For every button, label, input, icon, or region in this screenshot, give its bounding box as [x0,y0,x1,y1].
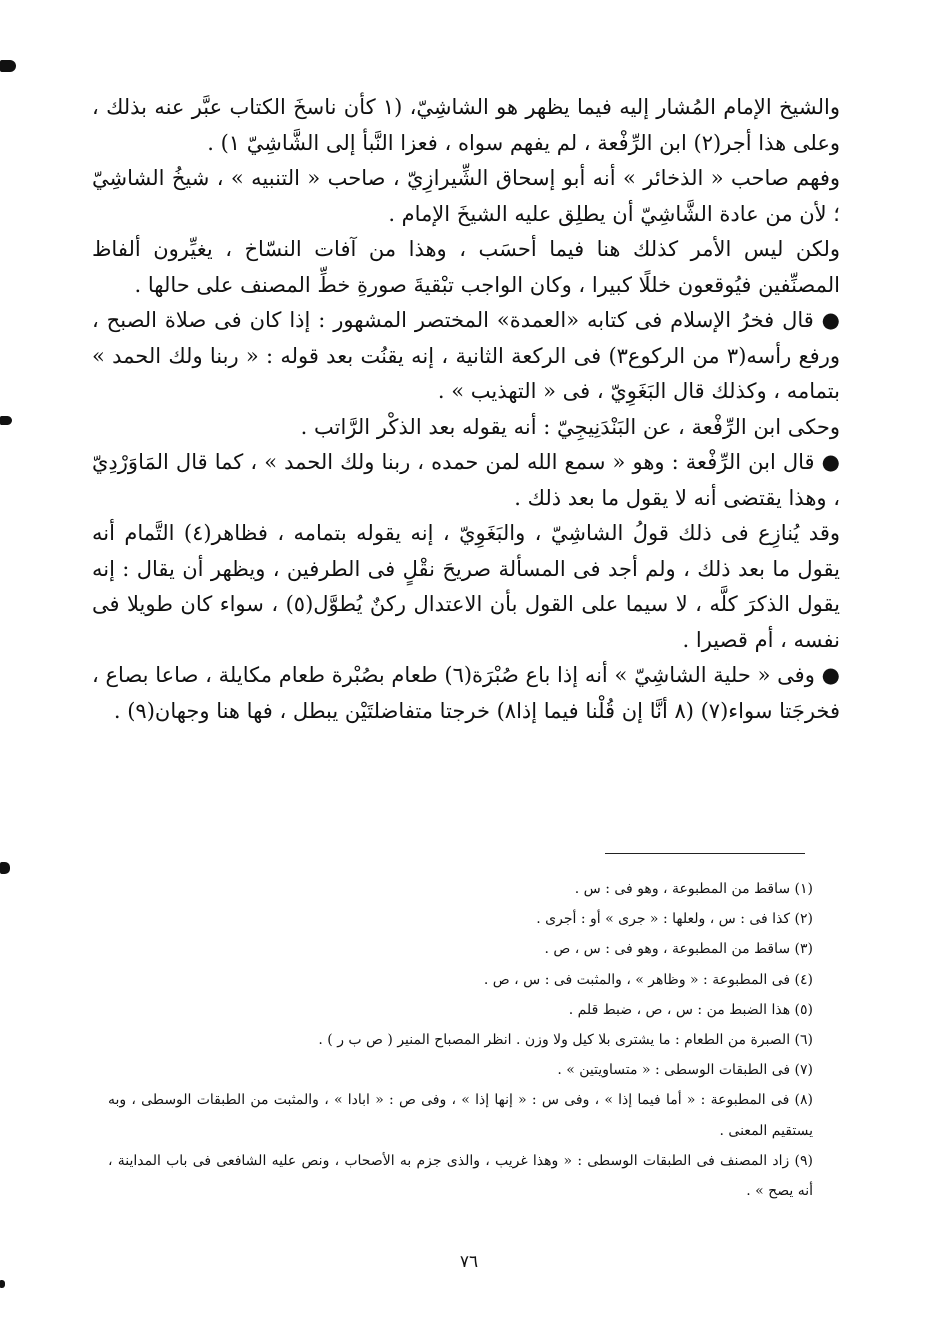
footnote-8: (٨) فى المطبوعة : « أما فيما إذا » ، وفى س : « إنها إذا » ، وفى ص : « ابادا » ، والمثبت من الطبقات الوسطى ، وبه يستقيم المعنى . [108,1092,813,1139]
footnotes [108,874,813,1206]
page-number: ٧٦ [459,1252,479,1272]
scan-mark-bottom [0,1280,5,1288]
paragraph-1: والشيخ الإمام المُشار إليه فيما يظهر هو الشاشِيّ، (١ كأن ناسخَ الكتاب عبَّر عنه بذلك ، وعلى هذا أجر(٢) ابن الرِّفْعة ، لم يفهم سواه ، فعزا النَّبأ إلى الشَّاشِيّ ١) . [92,95,840,155]
paragraph-3: ولكن ليس الأمر كذلك هنا فيما أحسَب ، وهذا من آفات النسّاخ ، يغيِّرون ألفاظ المصنِّفين فيُوقعون خللًا كبيرا ، وكان الواجب تبْقيةَ صورةِ خطِّ المصنف على حالها . [92,237,840,297]
paragraph-8: ● وفى « حلية الشاشِيّ » أنه إذا باع صُبْرَة(٦) طعام بصُبْرة طعام مكايلة ، صاعا بصاع ، فخرجَتا سواء(٧) (٨ أنَّا إن قُلْنا فيما إذا٨) خرجتا متفاضلتَيْن يبطل ، فها هنا وجهان(٩) . [92,663,840,723]
footnote-3: (٣) ساقط من المطبوعة ، وهو فى : س ، ص . [544,941,813,958]
paragraph-2: وفهم صاحب « الذخائر » أنه أبو إسحاق الشِّيرازِيّ ، صاحب « التنبيه » ، شيخُ الشاشِيّ ؛ لأن من عادة الشَّاشِيّ أن يطلِق عليه الشيخَ الإمام . [92,166,840,226]
paragraph-7: وقد يُنازِع فى ذلك قولُ الشاشِيّ ، والبَغَوِيّ ، إنه يقوله بتمامه ، فظاهر(٤) التَّمام أنه يقول ما بعد ذلك ، ولم أجد فى المسألة صريحَ نقْلٍ فى الطرفين ، ويظهر أن يقال : إنه يقول الذكرَ كلَّه ، لا سيما على القول بأن الاعتدال ركنٌ يُطوَّل(٥) ، سواء كان طويلا فى نفسه ، أم قصيرا . [92,521,841,652]
footnote-1: (١) ساقط من المطبوعة ، وهو فى : س . [574,881,813,897]
scan-mark-lower [0,862,10,874]
main-text [92,90,840,729]
footnote-5: (٥) هذا الضبط من : س ، ص ، ضبط قلم . [568,1001,813,1018]
scan-mark-middle [0,416,12,425]
footnote-6: (٦) الصبرة من الطعام : ما يشترى بلا كيل ولا وزن . انظر المصباح المنير ( ص ب ر ) . [318,1032,813,1049]
paragraph-5: وحكى ابن الرِّفْعة ، عن البَنْدَنِيجِيّ : أنه يقوله بعد الذكْر الرَّاتب . [300,414,840,439]
footnote-7: (٧) فى الطبقات الوسطى : « متساويتين » . [557,1062,813,1079]
paragraph-4: ● قال فخرُ الإسلام فى كتابه «العمدة» المختصر المشهور : إذا كان فى صلاة الصبح ، ورفع رأسه(٣ من الركوع٣) فى الركعة الثانية ، إنه يقنُت بعد قوله : « ربنا ولك الحمد » بتمامه ، وكذلك قال البَغَوِيّ ، فى « التهذيب » . [92,308,841,403]
footnote-9: (٩) زاد المصنف فى الطبقات الوسطى : « وهذا غريب ، والذى جزم به الأصحاب ، ونص عليه الشافعى فى باب المداينة ، أنه يصح » . [108,1152,813,1200]
paragraph-6: ● قال ابن الرِّفْعة : وهو « سمع الله لمن حمده ، ربنا ولك الحمد » ، كما قال المَاوَرْدِيّ ، وهذا يقتضى أنه لا يقول ما بعد ذلك . [92,450,840,510]
footnote-2: (٢) كذا فى : س ، ولعلها : « جرى » أو : أجرى . [536,911,813,928]
scan-mark-top [0,60,16,72]
footnote-4: (٤) فى المطبوعة : « وظاهر » ، والمثبت فى : س ، ص . [483,971,813,988]
footnote-separator [605,853,805,854]
